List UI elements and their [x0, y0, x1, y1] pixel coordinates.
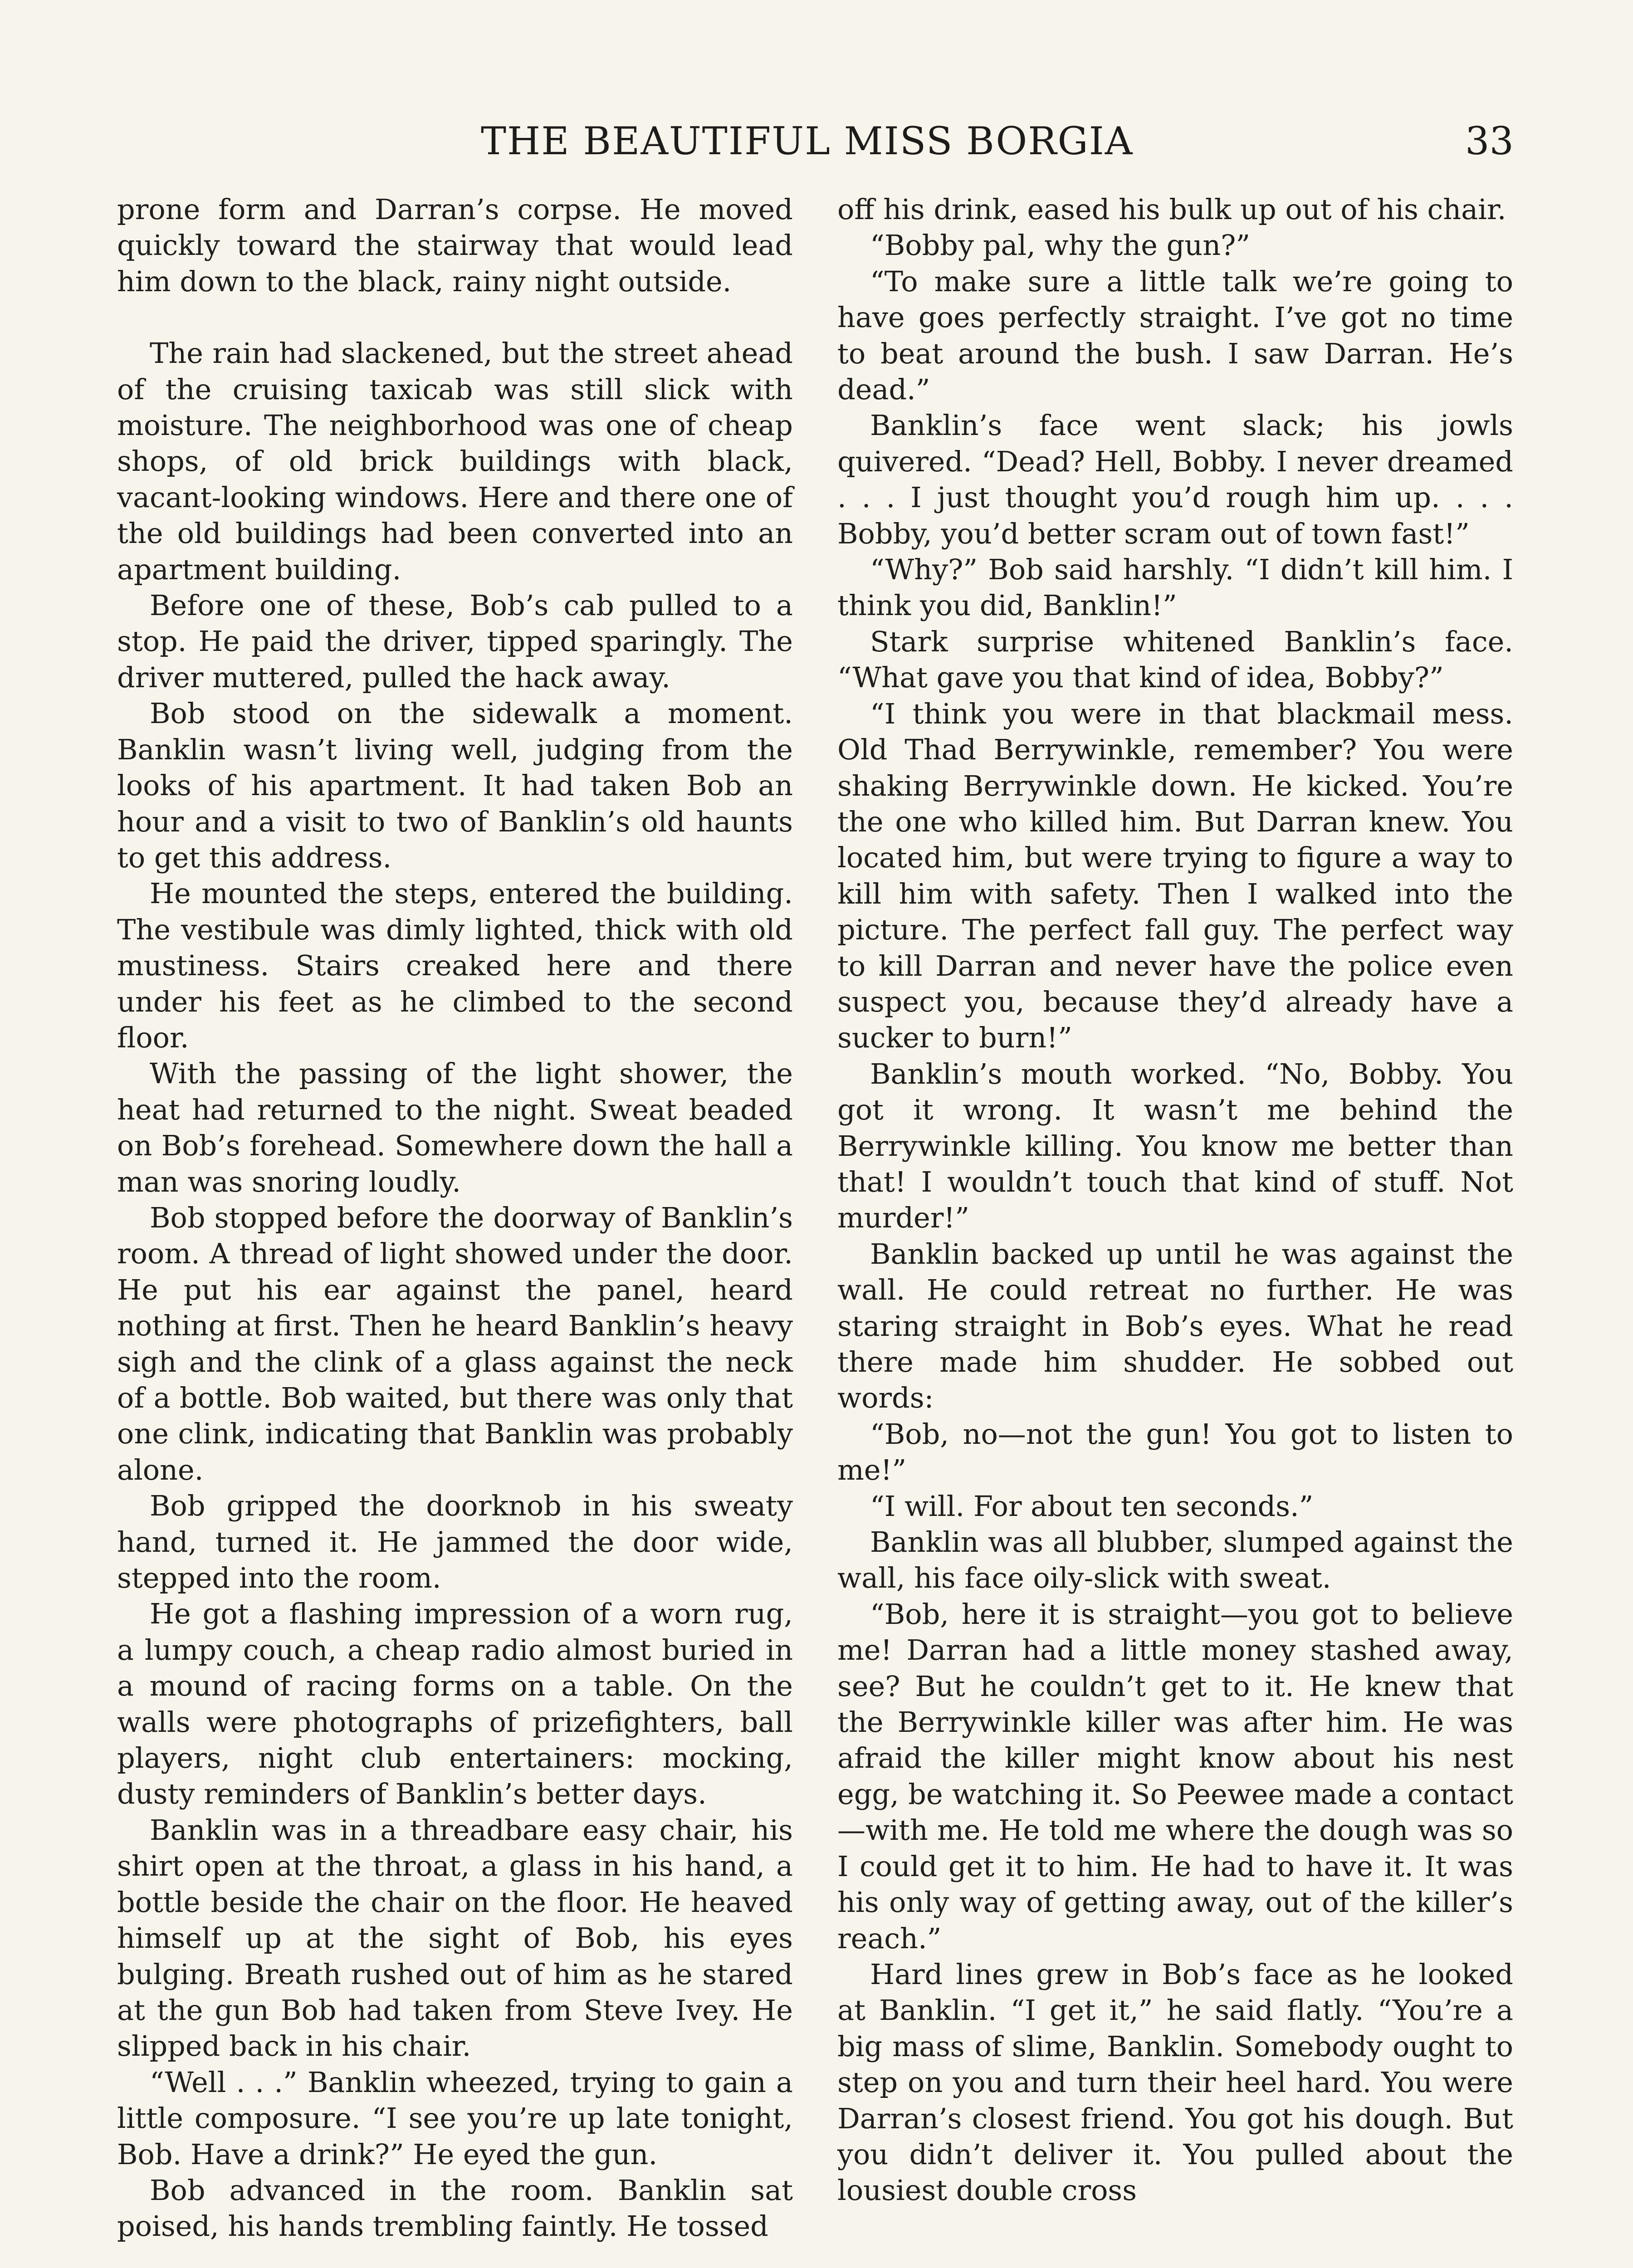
paragraph: Banklin backed up until he was against the wall. He could retreat no further. He was staring straight in Bob’s eyes. What he read there made him shudder. He sobbed out words: [837, 1237, 1513, 1415]
right-text-column [837, 191, 1513, 2209]
paragraph: The rain had slackened, but the street ahead of the cruising taxicab was still slick with moisture. The neighborhood was one of cheap shops, of old brick buildings with black, vacant-looking windows. Here and there one of the old buildings had been converted into an apartment building. [117, 337, 793, 586]
paragraph: Before one of these, Bob’s cab pulled to a stop. He paid the driver, tipped sparingly. The driver muttered, pulled the hack away. [117, 589, 793, 694]
paragraph: “Why?” Bob said harshly. “I didn’t kill him. I think you did, Banklin!” [837, 553, 1513, 622]
page-number: 33 [1465, 119, 1514, 163]
paragraph: “Bobby pal, why the gun?” [870, 229, 1251, 262]
paragraph: Banklin was all blubber, slumped against the wall, his face oily-slick with sweat. [837, 1525, 1513, 1595]
paragraph: “Bob, here it is straight—you got to believe me! Darran had a little money stashed away, see? But he couldn’t get to it. He knew that the Berrywinkle killer was after him. He was afraid the killer might know about his nest egg, be watching it. So Peewee made a contact—with me. He told me where the dough was so I could get it to him. He had to have it. It was his only way of getting away, out of the killer’s reach.” [837, 1597, 1513, 1955]
paragraph: Banklin’s face went slack; his jowls quivered. “Dead? Hell, Bobby. I never dreamed . . . I just thought you’d rough him up. . . . Bobby, you’d better scram out of town fast!” [837, 409, 1513, 550]
paragraph: “Well . . .” Banklin wheezed, trying to gain a little composure. “I see you’re up late tonight, Bob. Have a drink?” He eyed the gun. [117, 2065, 793, 2171]
paragraph: “I will. For about ten seconds.” [870, 1489, 1314, 1523]
paragraph: Banklin was in a threadbare easy chair, his shirt open at the throat, a glass in his hand, a bottle beside the chair on the floor. He heaved himself up at the sight of Bob, his eyes bulging. Breath rushed out of him as he stared at the gun Bob had taken from Steve Ivey. He slipped back in his chair. [117, 1813, 793, 2063]
paragraph: He got a flashing impression of a worn rug, a lumpy couch, a cheap radio almost buried in a mound of racing forms on a table. On the walls were photographs of prizefighters, ball players, night club entertainers: mocking, dusty reminders of Banklin’s better days. [117, 1597, 793, 1811]
paragraph: prone form and Darran’s corpse. He moved quickly toward the stairway that would lead him down to the black, rainy night outside. [117, 193, 793, 298]
paragraph: With the passing of the light shower, the heat had returned to the night. Sweat beaded on Bob’s forehead. Somewhere down the hall a man was snoring loudly. [117, 1057, 793, 1198]
paragraph: Bob gripped the doorknob in his sweaty hand, turned it. He jammed the door wide, stepped into the room. [117, 1489, 793, 1595]
running-title: THE BEAUTIFUL MISS BORGIA [481, 119, 1134, 163]
paragraph: He mounted the steps, entered the building. The vestibule was dimly lighted, thick with old mustiness. Stairs creaked here and there under his feet as he climbed to the second floor. [117, 877, 793, 1054]
paragraph: Banklin’s mouth worked. “No, Bobby. You got it wrong. It wasn’t me behind the Berrywinkle killing. You know me better than that! I wouldn’t touch that kind of stuff. Not murder!” [837, 1057, 1513, 1235]
paragraph: Bob stopped before the doorway of Banklin’s room. A thread of light showed under the door. He put his ear against the panel, heard nothing at first. Then he heard Banklin’s heavy sigh and the clink of a glass against the neck of a bottle. Bob waited, but there was only that one clink, indicating that Banklin was probably alone. [117, 1201, 793, 1486]
paragraph: “I think you were in that blackmail mess. Old Thad Berrywinkle, remember? You were shaking Berrywinkle down. He kicked. You’re the one who killed him. But Darran knew. You located him, but were trying to figure a way to kill him with safety. Then I walked into the picture. The perfect fall guy. The perfect way to kill Darran and never have the police even suspect you, because they’d already have a sucker to burn!” [837, 697, 1513, 1055]
paragraph: Bob advanced in the room. Banklin sat poised, his hands trembling faintly. He tossed [117, 2173, 793, 2243]
paragraph: Stark surprise whitened Banklin’s face. “What gave you that kind of idea, Bobby?” [837, 625, 1513, 694]
running-header [0, 119, 1633, 169]
paragraph: “To make sure a little talk we’re going to have goes perfectly straight. I’ve got no time to beat around the bush. I saw Darran. He’s dead.” [837, 264, 1513, 406]
paragraph: “Bob, no—not the gun! You got to listen to me!” [837, 1417, 1513, 1487]
paragraph: Hard lines grew in Bob’s face as he looked at Banklin. “I get it,” he said flatly. “You’re a big mass of slime, Banklin. Somebody ought to step on you and turn their heel hard. You were Darran’s closest friend. You got his dough. But you didn’t deliver it. You pulled about the lousiest double cross [837, 1957, 1513, 2207]
left-text-column [117, 191, 793, 2244]
paragraph: off his drink, eased his bulk up out of his chair. [837, 193, 1506, 226]
paragraph: Bob stood on the sidewalk a moment. Banklin wasn’t living well, judging from the looks of his apartment. It had taken Bob an hour and a visit to two of Banklin’s old haunts to get this address. [117, 697, 793, 874]
